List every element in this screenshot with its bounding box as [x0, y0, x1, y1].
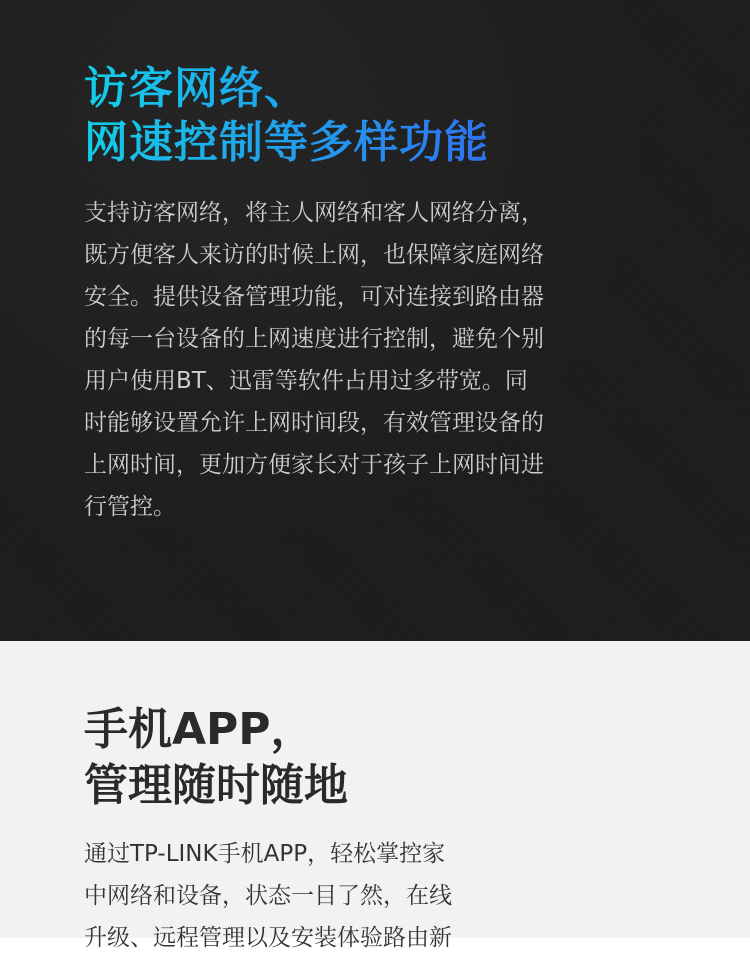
guest-network-description-line: 既方便客人来访的时候上网，也保障家庭网络: [84, 242, 544, 268]
mobile-app-title: [84, 702, 644, 814]
guest-network-description-line: 支持访客网络，将主人网络和客人网络分离，: [84, 200, 544, 226]
mobile-app-description-line: 通过TP-LINK手机APP，轻松掌控家: [84, 841, 446, 867]
guest-network-description-line: 上网时间，更加方便家长对于孩子上网时间进: [84, 452, 544, 478]
guest-network-description-line: 时能够设置允许上网时间段，有效管理设备的: [84, 410, 544, 436]
mobile-app-title-line-2: 管理随时随地: [84, 760, 348, 811]
guest-network-description-line: 用户使用BT、迅雷等软件占用过多带宽。同: [84, 368, 528, 394]
mobile-app-title-line-1: 手机APP，: [84, 704, 315, 755]
mobile-app-description-line: 升级、远程管理以及安装体验路由新: [84, 925, 452, 951]
guest-network-title: [84, 62, 644, 170]
guest-network-title-line-2: 网速控制等多样功能: [84, 117, 489, 168]
guest-network-description-line: 安全。提供设备管理功能，可对连接到路由器: [84, 284, 544, 310]
guest-network-description: [84, 192, 614, 528]
guest-network-description-line: 的每一台设备的上网速度进行控制，避免个别: [84, 326, 544, 352]
mobile-app-description: [84, 833, 524, 959]
guest-network-description-line: 行管控。: [84, 494, 176, 520]
guest-network-title-line-1: 访客网络、: [84, 63, 309, 114]
mobile-app-description-line: 中网络和设备，状态一目了然，在线: [84, 883, 452, 909]
